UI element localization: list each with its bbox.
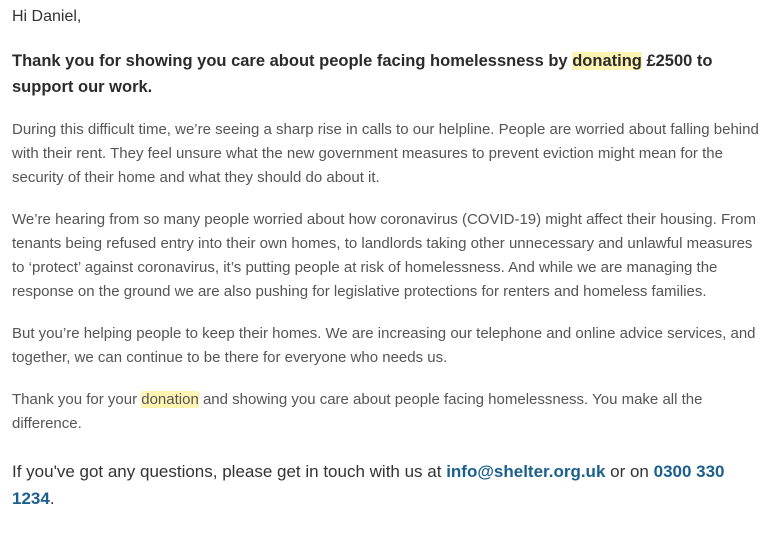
- closing-text-after: and showing you care about people facing homelessness. You make all the difference.: [12, 391, 703, 432]
- highlighted-word-donating: donating: [572, 52, 642, 70]
- lead-text-before: Thank you for showing you care about people facing homelessness by: [12, 52, 573, 70]
- contact-text-before: If you've got any questions, please get in touch with us at: [12, 462, 447, 481]
- lead-sentence: [12, 48, 767, 100]
- phone-link[interactable]: 0300 330 1234: [12, 462, 725, 508]
- paragraph-helpline: During this difficult time, we’re seeing a sharp rise in calls to our helpline. People are worried about falling behind with their rent. They feel unsure what the new government measures to prevent eviction might mean for the security of their home and what they should do about it.: [12, 121, 759, 186]
- paragraph-thank-you: [12, 388, 767, 436]
- greeting: Hi Daniel,: [12, 8, 82, 25]
- closing-text-before: Thank you for your: [12, 391, 142, 408]
- lead-text-after: £2500 to support our work.: [12, 52, 713, 96]
- contact-text-middle: or on: [605, 462, 654, 481]
- paragraph-helping: But you’re helping people to keep their homes. We are increasing our telephone and online advice services, and together, we can continue to be there for everyone who needs us.: [12, 325, 756, 366]
- email-link[interactable]: info@shelter.org.uk: [446, 462, 606, 481]
- paragraph-coronavirus: We’re hearing from so many people worried about how coronavirus (COVID-19) might affect their housing. From tenants being refused entry into their own homes, to landlords taking other unnecessary and unlawful measures to ‘protect’ against coronavirus, it’s putting people at risk of homelessness. And while we are managing the response on the ground we are also pushing for legislative protections for renters and homeless families.: [12, 211, 756, 300]
- contact-text-after: .: [49, 489, 55, 508]
- highlighted-word-donation: donation: [141, 391, 199, 408]
- contact-sentence: [12, 458, 767, 512]
